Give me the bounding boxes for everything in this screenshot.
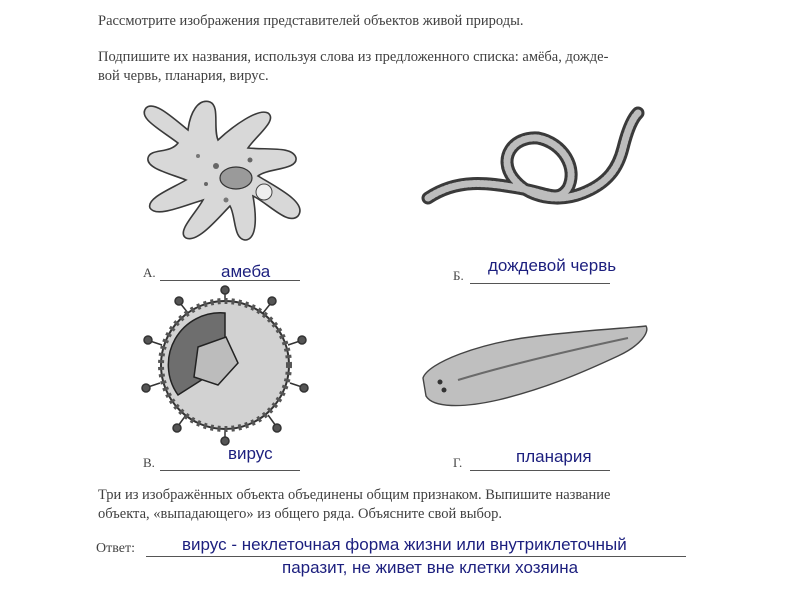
answer-line-b xyxy=(470,283,610,284)
earthworm-illustration xyxy=(418,108,658,238)
label-g: Г. xyxy=(453,455,463,470)
answer-a: амеба xyxy=(221,262,271,281)
amoeba-illustration xyxy=(118,88,348,258)
task-heading: Рассмотрите изображения представителей объектов живой природы. xyxy=(98,13,524,29)
label-v: В. xyxy=(143,455,155,470)
task-instruction-line2: вой червь, планария, вирус. xyxy=(98,68,269,84)
final-answer-line1: вирус - неклеточная форма жизни или внутриклеточный xyxy=(182,535,627,554)
worksheet xyxy=(88,0,708,600)
label-b: Б. xyxy=(453,268,464,283)
virus-illustration xyxy=(138,285,313,450)
answer-g: планария xyxy=(516,447,592,466)
final-answer-line2: паразит, не живет вне клетки хозяина xyxy=(282,558,579,577)
question-line1: Три из изображённых объекта объединены общим признаком. Выпишите название xyxy=(98,487,611,503)
label-a: А. xyxy=(143,265,156,280)
planaria-illustration xyxy=(418,318,658,418)
answer-v: вирус xyxy=(228,444,273,463)
answer-prefix: Ответ: xyxy=(96,541,135,556)
answer-line-g xyxy=(470,470,610,471)
answer-line-main xyxy=(146,556,686,557)
question-line2: объекта, «выпадающего» из общего ряда. Объясните свой выбор. xyxy=(98,506,502,522)
answer-b: дождевой червь xyxy=(488,256,617,275)
task-instruction-line1: Подпишите их названия, используя слова из предложенного списка: амёба, дожде- xyxy=(98,49,609,65)
answer-line-v xyxy=(160,470,300,471)
